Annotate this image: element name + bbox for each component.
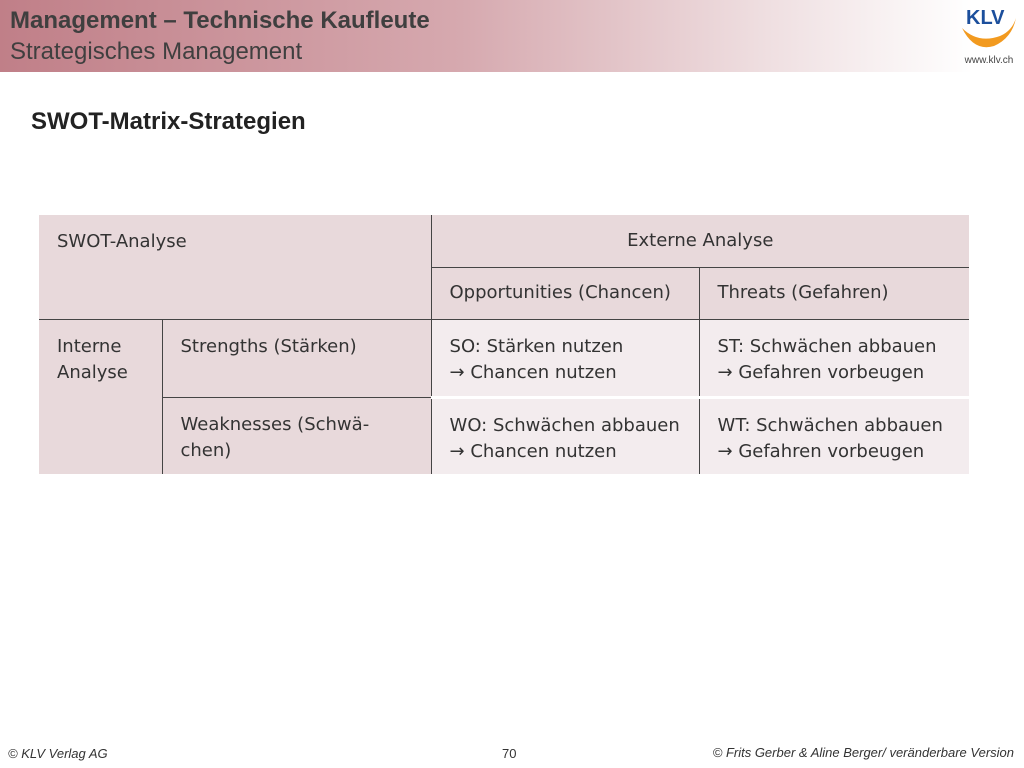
swot-matrix-table xyxy=(39,215,969,474)
internal-label-line-1: Interne xyxy=(57,335,122,357)
so-line-2: → Chancen nutzen xyxy=(449,361,617,383)
weaknesses-row-header xyxy=(162,397,431,474)
threats-label: Threats (Gefahren) xyxy=(717,282,889,303)
klv-logo-icon xyxy=(956,4,1020,52)
wo-strategy-cell xyxy=(431,397,699,474)
threats-header xyxy=(699,267,969,319)
weaknesses-line-2: chen) xyxy=(180,439,232,461)
so-line-1: SO: Stärken nutzen xyxy=(449,335,624,357)
footer-authors: © Frits Gerber & Aline Berger/ veränderbare Version xyxy=(712,745,1014,760)
st-line-2: → Gefahren vorbeugen xyxy=(717,361,925,383)
opportunities-header xyxy=(431,267,699,319)
header-bar xyxy=(0,0,1024,72)
external-analysis-label: Externe Analyse xyxy=(627,229,774,251)
internal-analysis-header xyxy=(39,319,162,474)
logo-text: KLV xyxy=(966,7,1005,29)
logo-url: www.klv.ch xyxy=(964,55,1014,66)
opportunities-label: Opportunities (Chancen) xyxy=(449,282,671,303)
header-subtitle: Strategisches Management xyxy=(10,38,303,65)
wo-line-2: → Chancen nutzen xyxy=(449,440,617,462)
footer-copyright: © KLV Verlag AG xyxy=(8,746,108,761)
slide-title: SWOT-Matrix-Strategien xyxy=(31,108,306,135)
internal-label-line-2: Analyse xyxy=(57,361,128,383)
st-line-1: ST: Schwächen abbauen xyxy=(717,335,937,357)
st-strategy-cell xyxy=(699,319,969,397)
so-strategy-cell xyxy=(431,319,699,397)
wt-strategy-cell xyxy=(699,397,969,474)
external-analysis-header xyxy=(431,215,969,267)
swot-analysis-label: SWOT-Analyse xyxy=(57,231,187,252)
header-title: Management – Technische Kaufleute xyxy=(10,7,430,34)
wt-line-2: → Gefahren vorbeugen xyxy=(717,440,925,462)
strengths-label: Strengths (Stärken) xyxy=(180,335,357,357)
strengths-row-header xyxy=(162,319,431,397)
weaknesses-line-1: Weaknesses (Schwä- xyxy=(180,413,370,435)
page-number: 70 xyxy=(502,746,517,761)
wt-line-1: WT: Schwächen abbauen xyxy=(717,414,943,436)
wo-line-1: WO: Schwächen abbauen xyxy=(449,414,680,436)
swot-analysis-header xyxy=(39,215,431,319)
